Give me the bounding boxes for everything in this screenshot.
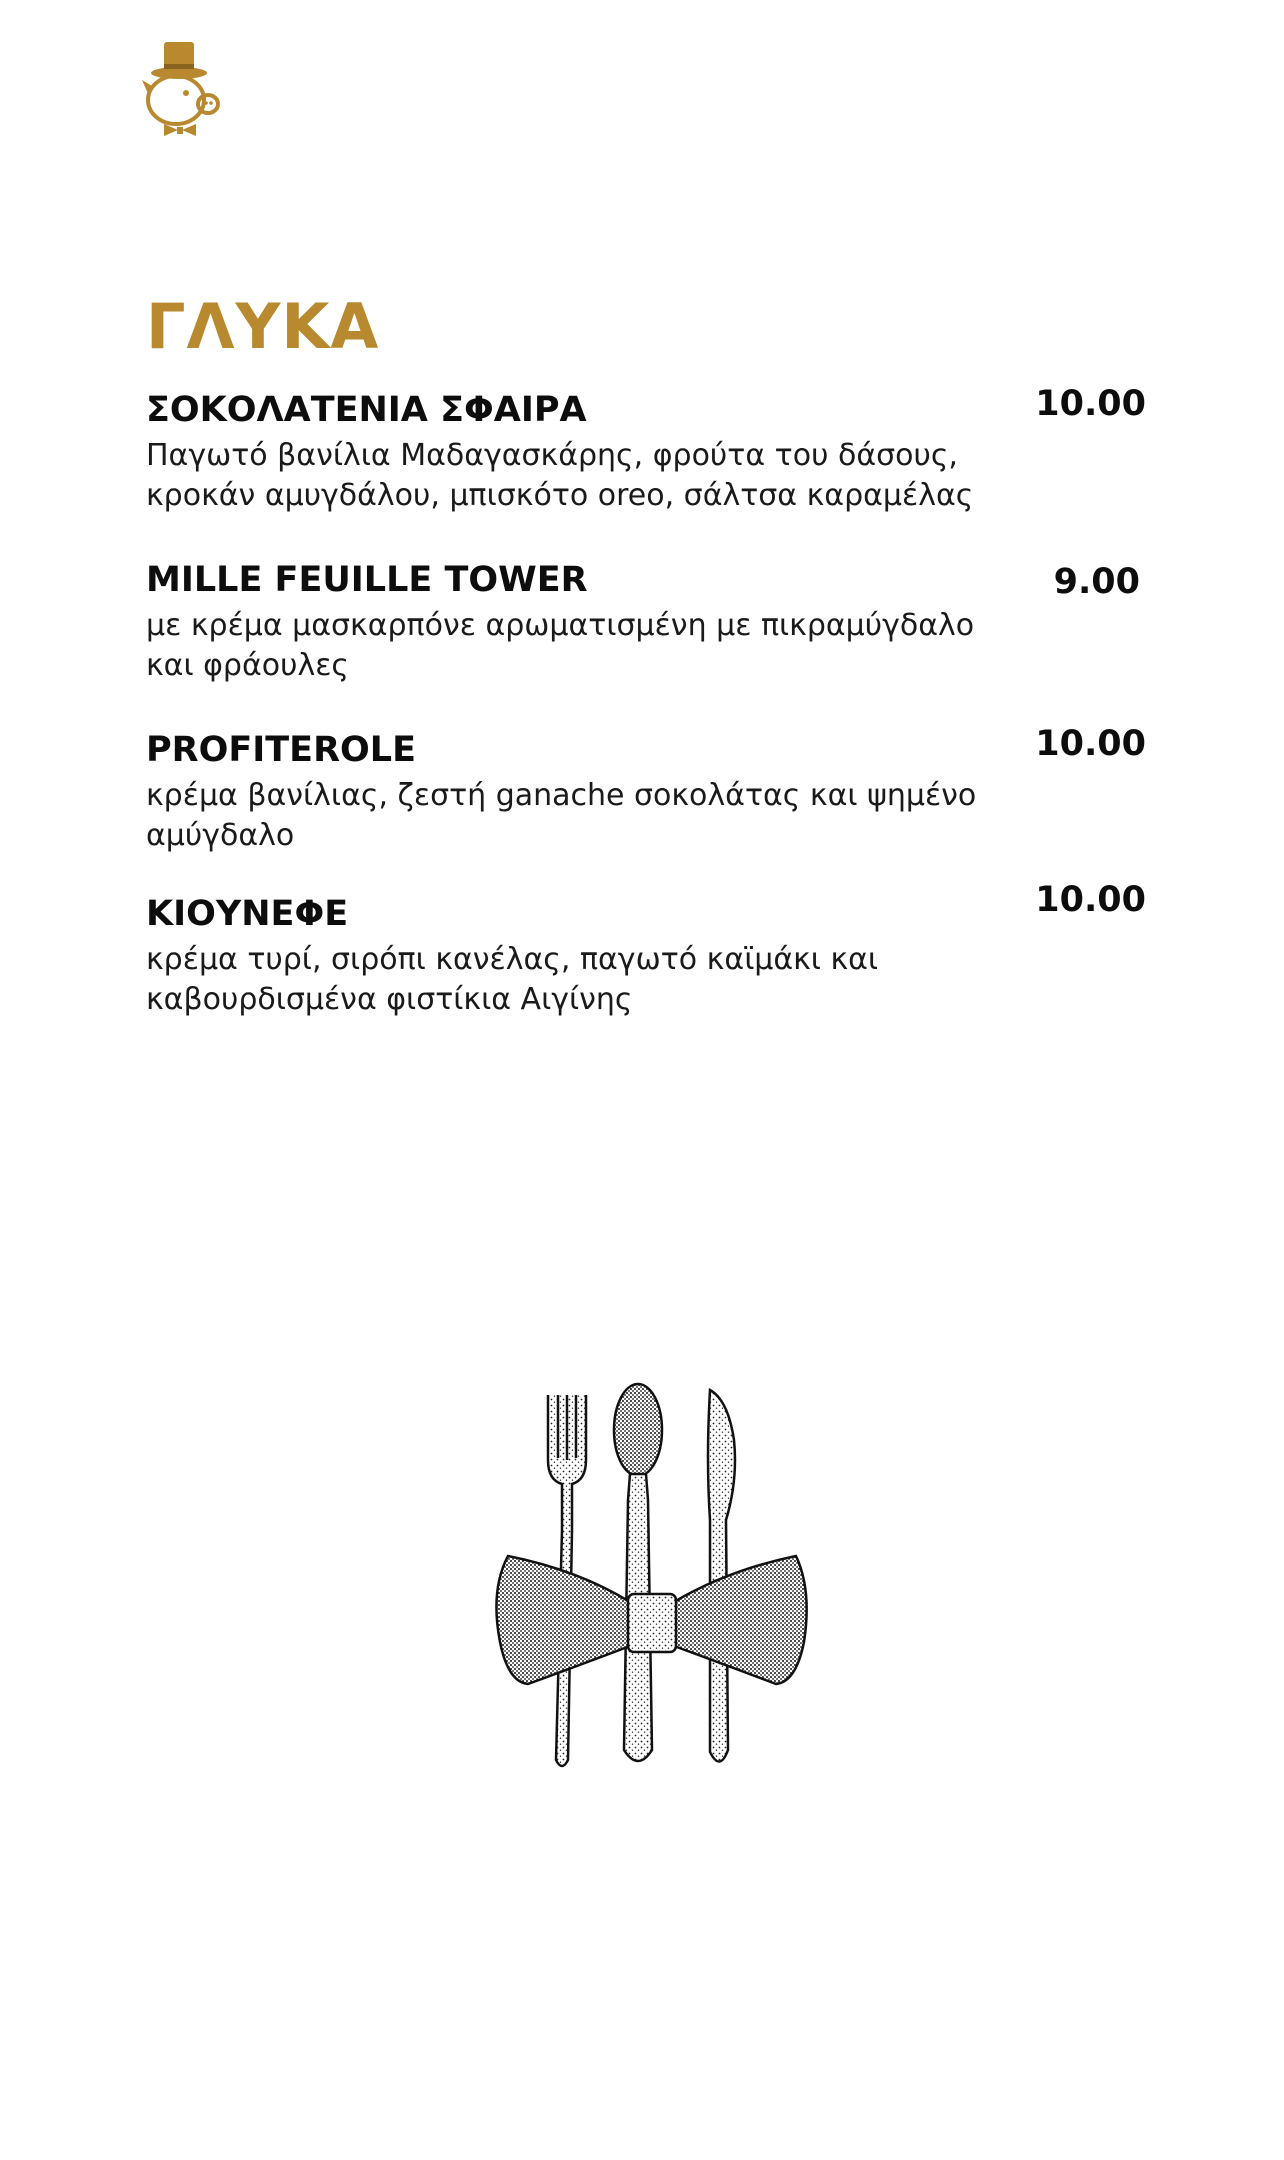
menu-item <box>146 880 1146 1022</box>
item-description: κρέμα βανίλιας, ζεστή ganache σοκολάτας και ψημένο αμύγδαλο <box>146 778 977 853</box>
menu-list <box>146 384 1146 1022</box>
item-description: με κρέμα μασκαρπόνε αρωματισμένη με πικραμύγδαλο και φράουλες <box>146 608 975 683</box>
menu-item <box>146 384 1146 558</box>
menu-item <box>146 558 1146 728</box>
item-name: MILLE FEUILLE TOWER <box>146 560 588 600</box>
section-title: ΓΛΥΚΑ <box>146 290 380 363</box>
item-price: 10.00 <box>1035 880 1146 920</box>
item-name: PROFITEROLE <box>146 730 416 770</box>
item-description: κρέμα τυρί, σιρόπι κανέλας, παγωτό καϊμάκι και καβουρδισμένα φιστίκια Αιγίνης <box>146 942 879 1017</box>
item-description: Παγωτό βανίλια Μαδαγασκάρης, φρούτα του δάσους, κροκάν αμυγδάλου, μπισκότο oreo, σάλτσα καραμέλας <box>146 438 974 513</box>
item-price: 10.00 <box>1035 724 1146 764</box>
item-name: ΣΟΚΟΛΑΤΕΝΙΑ ΣΦΑΙΡΑ <box>146 390 587 430</box>
item-name: ΚΙΟΥΝΕΦΕ <box>146 894 349 934</box>
menu-item <box>146 724 1146 892</box>
item-price: 10.00 <box>1035 384 1146 424</box>
item-price: 9.00 <box>1053 562 1140 602</box>
top-hat-pig-logo-icon <box>138 38 226 138</box>
cutlery-bowtie-icon <box>478 1380 808 1800</box>
